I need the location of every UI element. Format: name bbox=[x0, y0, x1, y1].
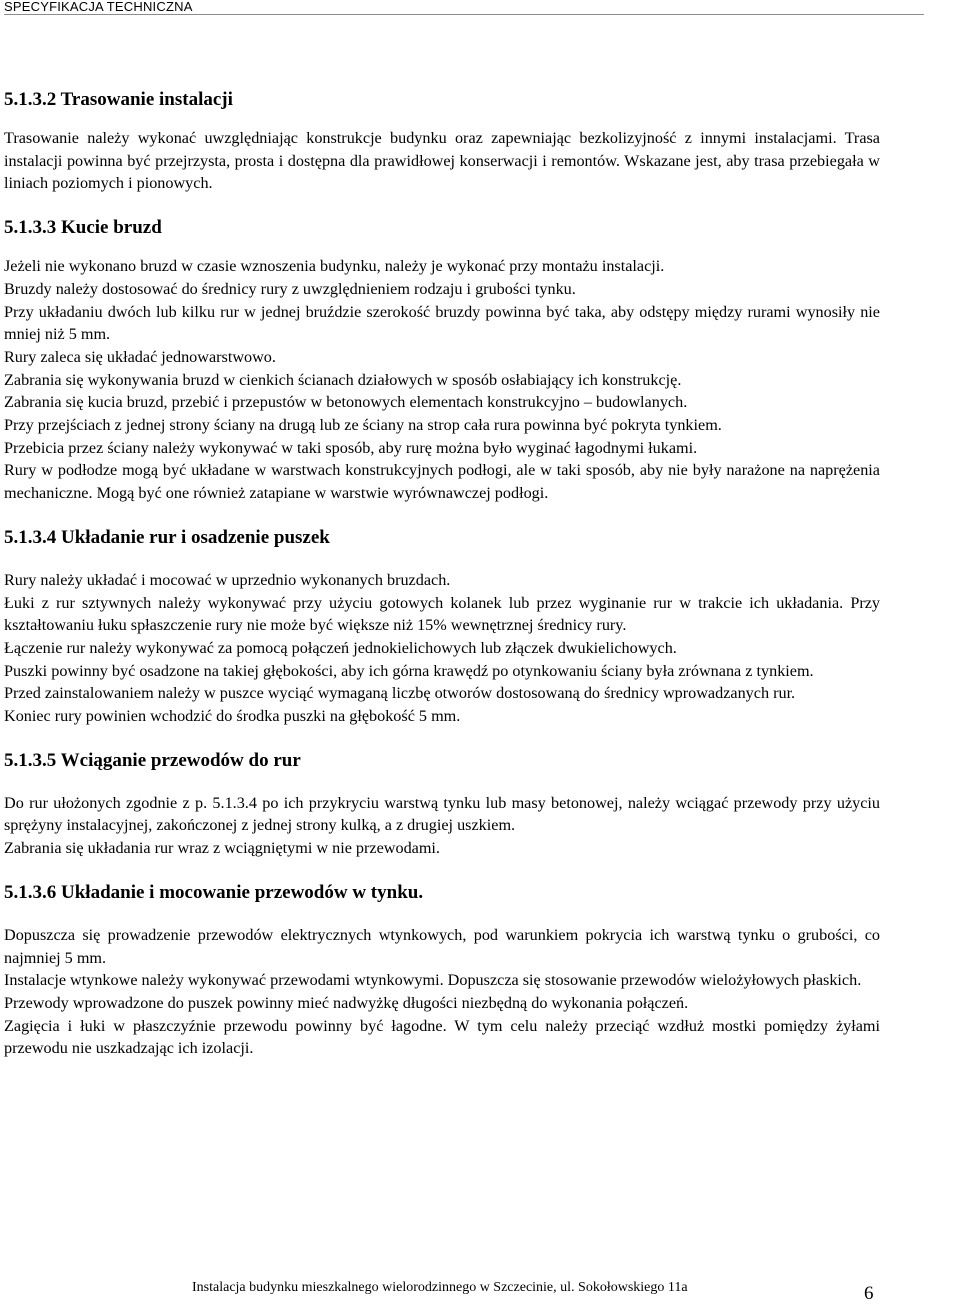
paragraph: Zagięcia i łuki w płaszczyźnie przewodu powinny być łagodne. W tym celu należy przeciąć wzdłuż mostki pomiędzy żyłami przewodu nie uszkadzając ich izolacji. bbox=[4, 1016, 880, 1058]
section-title: 5.1.3.2 Trasowanie instalacji bbox=[4, 89, 233, 110]
paragraph: Bruzdy należy dostosować do średnicy rury z uwzględnieniem rodzaju i grubości tynku. bbox=[4, 279, 576, 298]
paragraph: Zabrania się układania rur wraz z wciągniętymi w nie przewodami. bbox=[4, 839, 440, 858]
header-title: SPECYFIKACJA TECHNICZNA bbox=[4, 0, 193, 14]
paragraph: Przy układaniu dwóch lub kilku rur w jednej bruździe szerokość bruzdy powinna być taka, aby odstępy między rurami wynosiły nie mniej niż 5 mm. bbox=[4, 302, 880, 344]
paragraph: Przy przejściach z jednej strony ściany na drugą lub ze ściany na strop cała rura powinna być pokryta tynkiem. bbox=[4, 416, 722, 435]
section-title: 5.1.3.6 Układanie i mocowanie przewodów w tynku. bbox=[4, 881, 424, 903]
page-number: 6 bbox=[864, 1283, 874, 1304]
paragraph: Rury w podłodze mogą być układane w warstwach konstrukcyjnych podłogi, ale w taki sposób, aby nie były narażone na naprężenia mechaniczne. Mogą być one również zatapiane w warstwie wyrównawczej podłogi. bbox=[4, 461, 880, 503]
page-header bbox=[4, 0, 924, 15]
footer-text: Instalacja budynku mieszkalnego wielorodzinnego w Szczecinie, ul. Sokołowskiego 11a bbox=[192, 1280, 688, 1295]
section-przewody-w-tynku bbox=[4, 881, 880, 1060]
paragraph: Puszki powinny być osadzone na takiej głębokości, aby ich górna krawędź po otynkowaniu ściany była zrównana z tynkiem. bbox=[4, 661, 814, 680]
document-body bbox=[4, 88, 880, 1060]
paragraph: Łuki z rur sztywnych należy wykonywać przy użyciu gotowych kolanek lub przez wyginanie rur w trakcie ich układania. Przy kształtowaniu łuku spłaszczenie rury nie może być większe niż 15% wewnętrznej średnicy rury. bbox=[4, 593, 880, 635]
paragraph: Rury należy układać i mocować w uprzednio wykonanych bruzdach. bbox=[4, 570, 451, 589]
paragraph: Przebicia przez ściany należy wykonywać w taki sposób, aby rurę można było wyginać łagodnymi łukami. bbox=[4, 438, 698, 457]
page-footer bbox=[192, 1280, 688, 1296]
section-title: 5.1.3.4 Układanie rur i osadzenie puszek bbox=[4, 526, 330, 548]
paragraph: Zabrania się wykonywania bruzd w cienkich ścianach działowych w sposób osłabiający ich konstrukcję. bbox=[4, 370, 682, 389]
paragraph: Zabrania się kucia bruzd, przebić i przepustów w betonowych elementach konstrukcyjno – budowlanych. bbox=[4, 393, 688, 412]
paragraph: Koniec rury powinien wchodzić do środka puszki na głębokość 5 mm. bbox=[4, 707, 461, 726]
paragraph: Rury zaleca się układać jednowarstwowo. bbox=[4, 347, 276, 366]
section-kucie-bruzd bbox=[4, 216, 880, 505]
paragraph: Jeżeli nie wykonano bruzd w czasie wznoszenia budynku, należy je wykonać przy montażu instalacji. bbox=[4, 257, 665, 276]
section-title: 5.1.3.3 Kucie bruzd bbox=[4, 217, 162, 239]
paragraph: Przed zainstalowaniem należy w puszce wyciąć wymaganą liczbę otworów dostosowaną do średnicy wprowadzanych rur. bbox=[4, 684, 796, 703]
paragraph: Do rur ułożonych zgodnie z p. 5.1.3.4 po ich przykryciu warstwą tynku lub masy betonowej, należy wciągać przewody przy użyciu sprężyny instalacyjnej, zakończonej z jednej strony kulką, a z drugiej uszkiem. bbox=[4, 793, 880, 835]
section-trasowanie bbox=[4, 88, 880, 195]
paragraph: Łączenie rur należy wykonywać za pomocą połączeń jednokielichowych lub złączek dwukielichowych. bbox=[4, 638, 677, 657]
section-ukladanie-rur bbox=[4, 526, 880, 728]
section-title: 5.1.3.5 Wciąganie przewodów do rur bbox=[4, 749, 301, 771]
paragraph: Trasowanie należy wykonać uwzględniając konstrukcje budynku oraz zapewniając bezkolizyjność z innymi instalacjami. Trasa instalacji powinna być przejrzysta, prosta i dostępna dla prawidłowej konserwacji i remontów. Wskazane jest, aby trasa przebiegała w liniach poziomych i pionowych. bbox=[4, 129, 880, 193]
paragraph: Instalacje wtynkowe należy wykonywać przewodami wtynkowymi. Dopuszcza się stosowanie przewodów wielożyłowych płaskich. bbox=[4, 971, 862, 990]
section-wciaganie-przewodow bbox=[4, 749, 880, 860]
paragraph: Przewody wprowadzone do puszek powinny mieć nadwyżkę długości niezbędną do wykonania połączeń. bbox=[4, 993, 689, 1012]
paragraph: Dopuszcza się prowadzenie przewodów elektrycznych wtynkowych, pod warunkiem pokrycia ich warstwą tynku o grubości, co najmniej 5 mm. bbox=[4, 925, 880, 967]
